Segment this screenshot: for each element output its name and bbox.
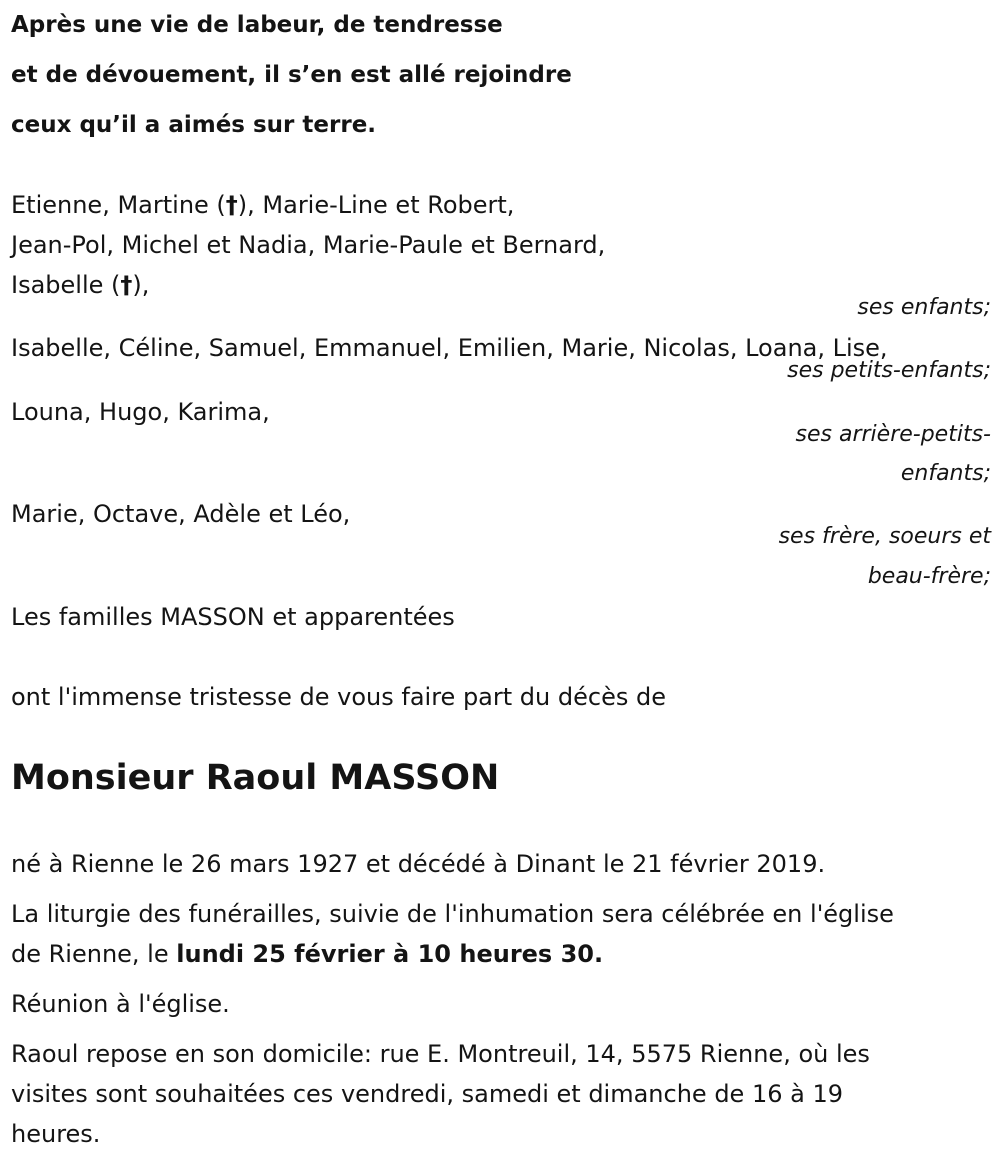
funeral-text: de Rienne, le [11, 940, 177, 968]
announcement-line: ont l'immense tristesse de vous faire part du décès de [11, 683, 666, 711]
children-text-d: ), [132, 271, 150, 299]
children-line-3 [11, 270, 149, 300]
children-line-1 [11, 190, 514, 220]
siblings-role-2: beau-frère; [867, 564, 991, 589]
siblings-names: Marie, Octave, Adèle et Léo, [11, 500, 351, 528]
intro-line-3: ceux qu’il a aimés sur terre. [11, 112, 377, 138]
grandchildren-names: Isabelle, Céline, Samuel, Emmanuel, Emilien, Marie, Nicolas, Loana, Lise, [11, 334, 888, 362]
children-text-c: Isabelle ( [11, 271, 121, 299]
children-text-b: ), Marie-Line et Robert, [237, 191, 515, 219]
children-line-2: Jean-Pol, Michel et Nadia, Marie-Paule et Bernard, [11, 231, 606, 259]
intro-line-2: et de dévouement, il s’en est allé rejoindre [11, 62, 572, 88]
deceased-name: Monsieur Raoul MASSON [11, 758, 500, 798]
visits-line-1: Raoul repose en son domicile: rue E. Montreuil, 14, 5575 Rienne, où les [11, 1040, 870, 1068]
children-role: ses enfants; [857, 295, 991, 320]
funeral-date-time: lundi 25 février à 10 heures 30. [176, 940, 604, 968]
meeting-line: Réunion à l'église. [11, 990, 230, 1018]
cross-icon: † [225, 191, 238, 219]
funeral-line-1: La liturgie des funérailles, suivie de l'inhumation sera célébrée en l'église [11, 900, 894, 928]
siblings-role-1: ses frère, soeurs et [778, 524, 991, 549]
great-grandchildren-role-2: enfants; [900, 461, 991, 486]
intro-line-1: Après une vie de labeur, de tendresse [11, 12, 503, 38]
visits-line-2: visites sont souhaitées ces vendredi, samedi et dimanche de 16 à 19 [11, 1080, 843, 1108]
great-grandchildren-role-1: ses arrière-petits- [795, 422, 991, 447]
grandchildren-role: ses petits-enfants; [787, 358, 991, 383]
funeral-line-2 [11, 939, 603, 969]
cross-icon: † [120, 271, 133, 299]
great-grandchildren-names: Louna, Hugo, Karima, [11, 398, 270, 426]
families-line: Les familles MASSON et apparentées [11, 603, 455, 631]
birth-death-line: né à Rienne le 26 mars 1927 et décédé à Dinant le 21 février 2019. [11, 850, 826, 878]
children-text-a: Etienne, Martine ( [11, 191, 226, 219]
visits-line-3: heures. [11, 1120, 101, 1148]
